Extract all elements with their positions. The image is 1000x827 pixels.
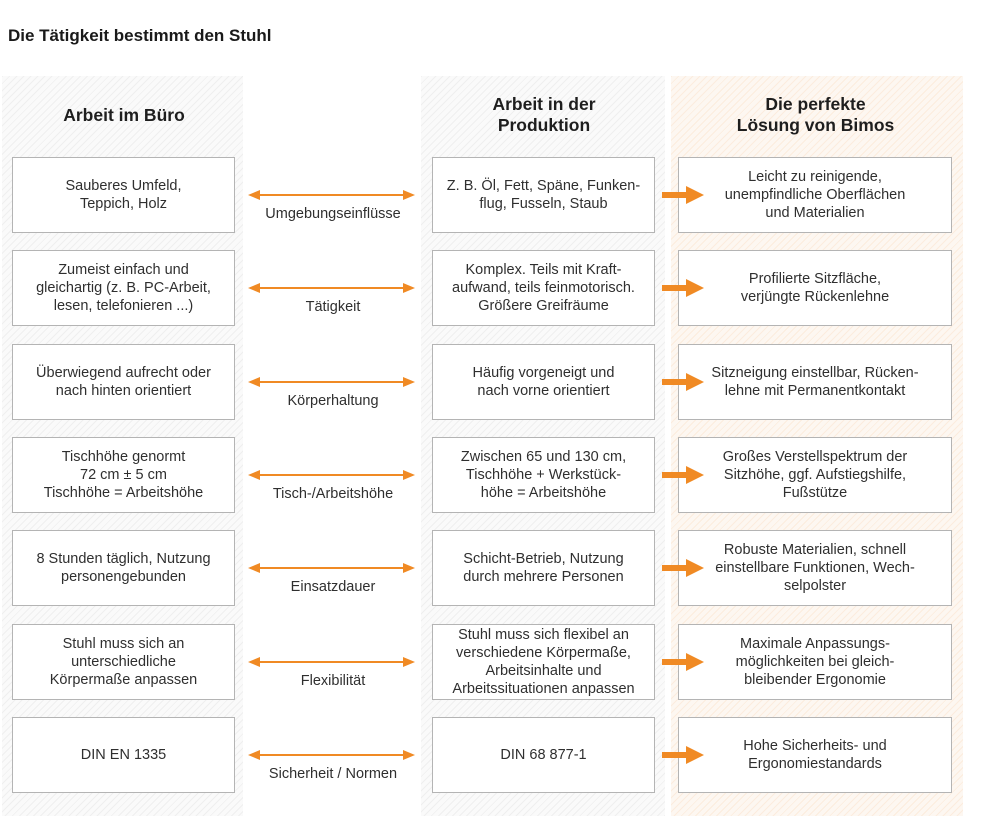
arrow-head-right xyxy=(403,563,415,573)
arrow-head-left xyxy=(248,657,260,667)
office-box: Stuhl muss sich an unterschiedliche Körpermaße anpassen xyxy=(12,624,235,700)
office-column-header: Arbeit im Büro xyxy=(63,104,185,125)
arrow-head-left xyxy=(248,563,260,573)
office-box: Sauberes Umfeld, Teppich, Holz xyxy=(12,157,235,233)
office-box: Überwiegend aufrecht oder nach hinten orientiert xyxy=(12,344,235,420)
criterion-label: Körperhaltung xyxy=(287,393,379,409)
criterion-label: Tätigkeit xyxy=(305,299,361,315)
solution-arrow-shaft xyxy=(662,752,688,758)
production-box: Stuhl muss sich flexibel an verschiedene Körpermaße, Arbeitsinhalte und Arbeitssituationen anpassen xyxy=(432,624,655,700)
solution-box: Maximale Anpassungs- möglichkeiten bei gleich- bleibender Ergonomie xyxy=(678,624,952,700)
solution-arrow-head xyxy=(686,653,704,671)
page-title: Die Tätigkeit bestimmt den Stuhl xyxy=(8,26,272,45)
solution-box: Robuste Materialien, schnell einstellbare Funktionen, Wech- selpolster xyxy=(678,530,952,606)
solution-arrow-shaft xyxy=(662,285,688,291)
production-box: Z. B. Öl, Fett, Späne, Funken- flug, Fusseln, Staub xyxy=(432,157,655,233)
solution-arrow-head xyxy=(686,746,704,764)
criterion-label: Umgebungseinflüsse xyxy=(265,206,401,222)
solution-box: Großes Verstellspektrum der Sitzhöhe, ggf. Aufstiegshilfe, Fußstütze xyxy=(678,437,952,513)
solution-arrow-head xyxy=(686,466,704,484)
arrow-head-left xyxy=(248,377,260,387)
solution-arrow-shaft xyxy=(662,379,688,385)
solution-arrow-shaft xyxy=(662,565,688,571)
arrow-head-right xyxy=(403,283,415,293)
solution-box: Hohe Sicherheits- und Ergonomiestandards xyxy=(678,717,952,793)
production-box: Zwischen 65 und 130 cm, Tischhöhe + Werkstück- höhe = Arbeitshöhe xyxy=(432,437,655,513)
solution-arrow-shaft xyxy=(662,472,688,478)
arrow-head-left xyxy=(248,470,260,480)
production-box: Häufig vorgeneigt und nach vorne orientiert xyxy=(432,344,655,420)
production-column-header: Arbeit in der Produktion xyxy=(492,94,596,135)
office-box: 8 Stunden täglich, Nutzung personengebunden xyxy=(12,530,235,606)
solution-arrow-shaft xyxy=(662,192,688,198)
arrow-head-right xyxy=(403,190,415,200)
arrow-head-right xyxy=(403,470,415,480)
office-box: Zumeist einfach und gleichartig (z. B. PC-Arbeit, lesen, telefonieren ...) xyxy=(12,250,235,326)
solution-box: Sitzneigung einstellbar, Rücken- lehne mit Permanentkontakt xyxy=(678,344,952,420)
criterion-label: Flexibilität xyxy=(300,673,366,689)
criterion-label: Tisch-/Arbeitshöhe xyxy=(272,486,394,502)
solution-box: Leicht zu reinigende, unempfindliche Oberflächen und Materialien xyxy=(678,157,952,233)
arrow-head-left xyxy=(248,190,260,200)
arrow-head-left xyxy=(248,283,260,293)
solution-column-header: Die perfekte Lösung von Bimos xyxy=(736,94,895,135)
production-box: Schicht-Betrieb, Nutzung durch mehrere Personen xyxy=(432,530,655,606)
criterion-label: Einsatzdauer xyxy=(290,579,376,595)
arrow-head-left xyxy=(248,750,260,760)
solution-arrow-head xyxy=(686,559,704,577)
arrow-head-right xyxy=(403,750,415,760)
office-box: Tischhöhe genormt 72 cm ± 5 cm Tischhöhe = Arbeitshöhe xyxy=(12,437,235,513)
production-box: Komplex. Teils mit Kraft- aufwand, teils feinmotorisch. Größere Greifräume xyxy=(432,250,655,326)
solution-box: Profilierte Sitzfläche, verjüngte Rückenlehne xyxy=(678,250,952,326)
criterion-label: Sicherheit / Normen xyxy=(268,766,398,782)
solution-arrow-head xyxy=(686,279,704,297)
solution-arrow-head xyxy=(686,186,704,204)
arrow-head-right xyxy=(403,377,415,387)
office-box: DIN EN 1335 xyxy=(12,717,235,793)
production-box: DIN 68 877-1 xyxy=(432,717,655,793)
arrow-head-right xyxy=(403,657,415,667)
solution-arrow-shaft xyxy=(662,659,688,665)
solution-arrow-head xyxy=(686,373,704,391)
